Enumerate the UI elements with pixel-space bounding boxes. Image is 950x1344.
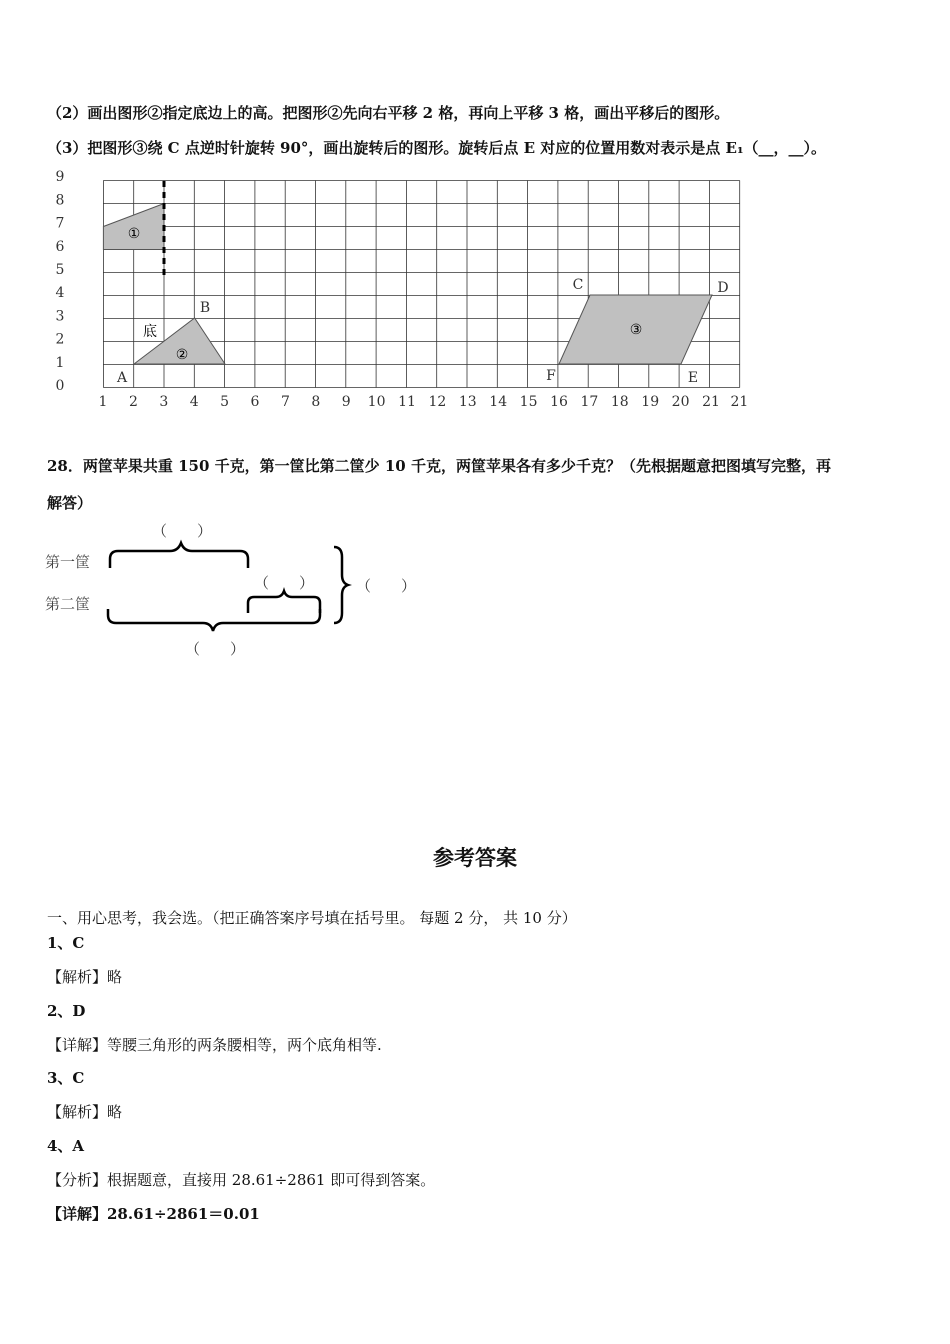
x-tick-label: 16 <box>550 394 568 410</box>
answer-4: 4、A <box>47 1137 85 1155</box>
shape-2-label: ② <box>175 347 189 363</box>
answer-4-note: 【分析】根据题意，直接用 28.61÷2861 即可得到答案。 <box>47 1171 436 1189</box>
x-tick-label: 21 <box>702 394 720 410</box>
blank-total[interactable]: （ ） <box>356 577 417 595</box>
extra-segment-brace <box>248 591 320 613</box>
coordinate-grid <box>40 170 770 415</box>
question-2-text: （2）画出图形②指定底边上的高。把图形②先向右平移 2 格，再向上平移 3 格，画出平移后的图形。 <box>47 104 730 122</box>
x-tick-label: 21 <box>730 394 749 410</box>
x-tick-label: 14 <box>489 394 508 410</box>
answer-1-note: 【解析】略 <box>47 968 123 986</box>
x-tick-label: 11 <box>398 394 416 410</box>
x-tick-label: 6 <box>250 394 260 410</box>
question-28-text: 28．两筐苹果共重 150 千克，第一筐比第二筐少 10 千克，两筐苹果各有多少千克？（先根据题意把图填写完整，再 <box>47 457 831 475</box>
basket-2-brace <box>108 609 320 631</box>
y-tick-label: 2 <box>55 331 65 348</box>
answer-1: 1、C <box>47 934 85 952</box>
x-tick-label: 2 <box>128 394 138 410</box>
x-tick-label: 1 <box>98 394 108 410</box>
answer-3: 3、C <box>47 1069 85 1087</box>
shape-1-label: ① <box>127 226 141 242</box>
blank-basket-2[interactable]: （ ） <box>185 640 246 658</box>
point-f-label: F <box>546 368 556 384</box>
y-tick-label: 5 <box>55 262 65 278</box>
x-axis-ticks <box>99 394 749 410</box>
y-axis-ticks <box>56 170 65 394</box>
y-tick-label: 1 <box>55 354 65 371</box>
x-tick-label: 7 <box>280 394 290 410</box>
y-tick-label: 4 <box>55 285 65 302</box>
point-b-label: B <box>199 300 211 316</box>
y-tick-label: 9 <box>55 170 65 186</box>
point-a-label: A <box>116 370 128 386</box>
x-tick-label: 15 <box>519 394 538 410</box>
base-label: 底 <box>143 324 157 340</box>
point-c-label: C <box>572 277 584 293</box>
blank-basket-1[interactable]: （ ） <box>152 522 213 540</box>
answer-2: 2、D <box>47 1002 86 1020</box>
point-e-label: E <box>687 370 699 386</box>
x-tick-label: 17 <box>580 394 599 410</box>
answers-title: 参考答案 <box>433 845 517 870</box>
x-tick-label: 8 <box>311 394 321 410</box>
point-d-label: D <box>717 280 729 296</box>
x-tick-label: 13 <box>458 394 477 410</box>
total-brace <box>334 547 348 623</box>
basket-1-brace <box>110 543 248 568</box>
basket-1-label: 第一筐 <box>45 553 91 571</box>
question-3-text: （3）把图形③绕 C 点逆时针旋转 90°，画出旋转后的图形。旋转后点 E 对应的位置用数对表示是点 E₁（__，__）。 <box>47 139 827 157</box>
shape-3-label: ③ <box>629 322 643 338</box>
x-tick-label: 12 <box>428 394 447 410</box>
question-28-text-cont: 解答） <box>47 494 93 512</box>
x-tick-label: 9 <box>341 394 351 410</box>
y-tick-label: 8 <box>55 192 65 209</box>
x-tick-label: 5 <box>220 394 230 410</box>
answers-section-1: 一、用心思考，我会选。（把正确答案序号填在括号里。 每题 2 分， 共 10 分） <box>47 909 577 927</box>
answer-4-detail: 【详解】28.61÷2861＝0.01 <box>47 1205 260 1223</box>
x-tick-label: 19 <box>641 394 660 410</box>
y-tick-label: 0 <box>55 378 65 394</box>
x-tick-label: 18 <box>610 394 629 410</box>
basket-2-label: 第二筐 <box>45 595 91 613</box>
y-tick-label: 7 <box>55 215 65 232</box>
y-tick-label: 6 <box>55 238 65 255</box>
answer-3-note: 【解析】略 <box>47 1103 123 1121</box>
blank-difference[interactable]: （ ） <box>254 574 315 592</box>
x-tick-label: 4 <box>189 394 199 410</box>
x-tick-label: 20 <box>671 394 690 410</box>
y-tick-label: 3 <box>55 308 65 325</box>
x-tick-label: 10 <box>367 394 386 410</box>
answer-2-note: 【详解】等腰三角形的两条腰相等，两个底角相等. <box>47 1036 382 1054</box>
x-tick-label: 3 <box>159 394 169 410</box>
